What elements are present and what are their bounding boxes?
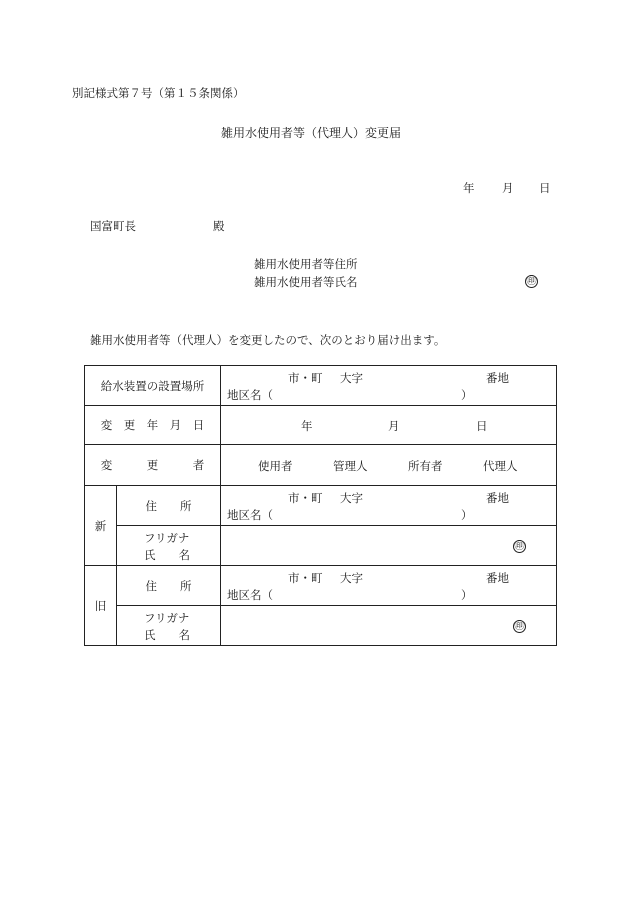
applicant-seal-icon: ㊞ [526,276,537,287]
location-label: 給水装置の設置場所 [85,366,221,406]
new-address-label: 住 所 [117,486,221,526]
old-address-district: 地区名（ [227,588,273,602]
address-district: 地区名（ [227,388,273,402]
change-date-label: 変 更 年 月 日 [85,406,221,445]
old-label: 旧 [85,566,117,646]
date-year: 年 [463,181,475,195]
address-oaza: 大字 [340,371,363,385]
old-address-row [85,566,557,606]
change-date-row [85,406,557,445]
new-seal-icon: ㊞ [514,541,525,552]
changer-option-user[interactable]: 使用者 [258,459,293,473]
changer-row [85,445,557,486]
address-banchi: 番地 [486,371,509,385]
old-address-close-paren: ） [461,588,473,602]
address-city-town: 市・町 [288,371,323,385]
change-date-cell[interactable] [221,406,557,445]
old-seal-icon: ㊞ [514,621,525,632]
addressee-name: 国富町長 [90,219,136,233]
old-address-cell[interactable] [221,566,557,606]
new-furigana-label: フリガナ [144,531,190,545]
changer-option-agent[interactable]: 代理人 [483,459,518,473]
date-day: 日 [539,181,551,195]
page-title: 雑用水使用者等（代理人）変更届 [221,126,402,140]
old-address-banchi: 番地 [486,571,509,585]
address-close-paren: ） [461,388,473,402]
change-date-month: 月 [388,419,400,433]
old-address-oaza: 大字 [340,571,363,585]
new-name-label: 氏 名 [144,548,190,562]
changer-label: 変 更 者 [85,445,221,486]
old-name-row [85,606,557,646]
change-date-year: 年 [301,419,313,433]
intro-text: 雑用水使用者等（代理人）を変更したので、次のとおり届け出ます。 [90,333,446,347]
new-address-oaza: 大字 [340,491,363,505]
location-address-cell[interactable] [221,366,557,406]
changer-option-manager[interactable]: 管理人 [333,459,368,473]
old-name-label-cell [117,606,221,646]
new-address-close-paren: ） [461,508,473,522]
old-furigana-label: フリガナ [144,611,190,625]
form-number: 別記様式第７号（第１５条関係） [72,86,245,100]
location-row [85,366,557,406]
addressee-honorific: 殿 [213,219,225,233]
old-address-city-town: 市・町 [288,571,323,585]
old-name-cell[interactable] [221,606,557,646]
applicant-name-label: 雑用水使用者等氏名 [254,275,358,289]
new-name-cell[interactable] [221,526,557,566]
new-name-label-cell [117,526,221,566]
old-address-label: 住 所 [117,566,221,606]
new-address-banchi: 番地 [486,491,509,505]
changer-options-cell [221,445,557,486]
changer-option-owner[interactable]: 所有者 [408,459,443,473]
old-name-label: 氏 名 [144,628,190,642]
new-address-row [85,486,557,526]
change-form-table [84,365,557,646]
date-month: 月 [502,181,514,195]
new-address-district: 地区名（ [227,508,273,522]
new-label: 新 [85,486,117,566]
applicant-address-label: 雑用水使用者等住所 [254,257,358,271]
new-name-row [85,526,557,566]
new-address-cell[interactable] [221,486,557,526]
change-date-day: 日 [476,419,488,433]
new-address-city-town: 市・町 [288,491,323,505]
